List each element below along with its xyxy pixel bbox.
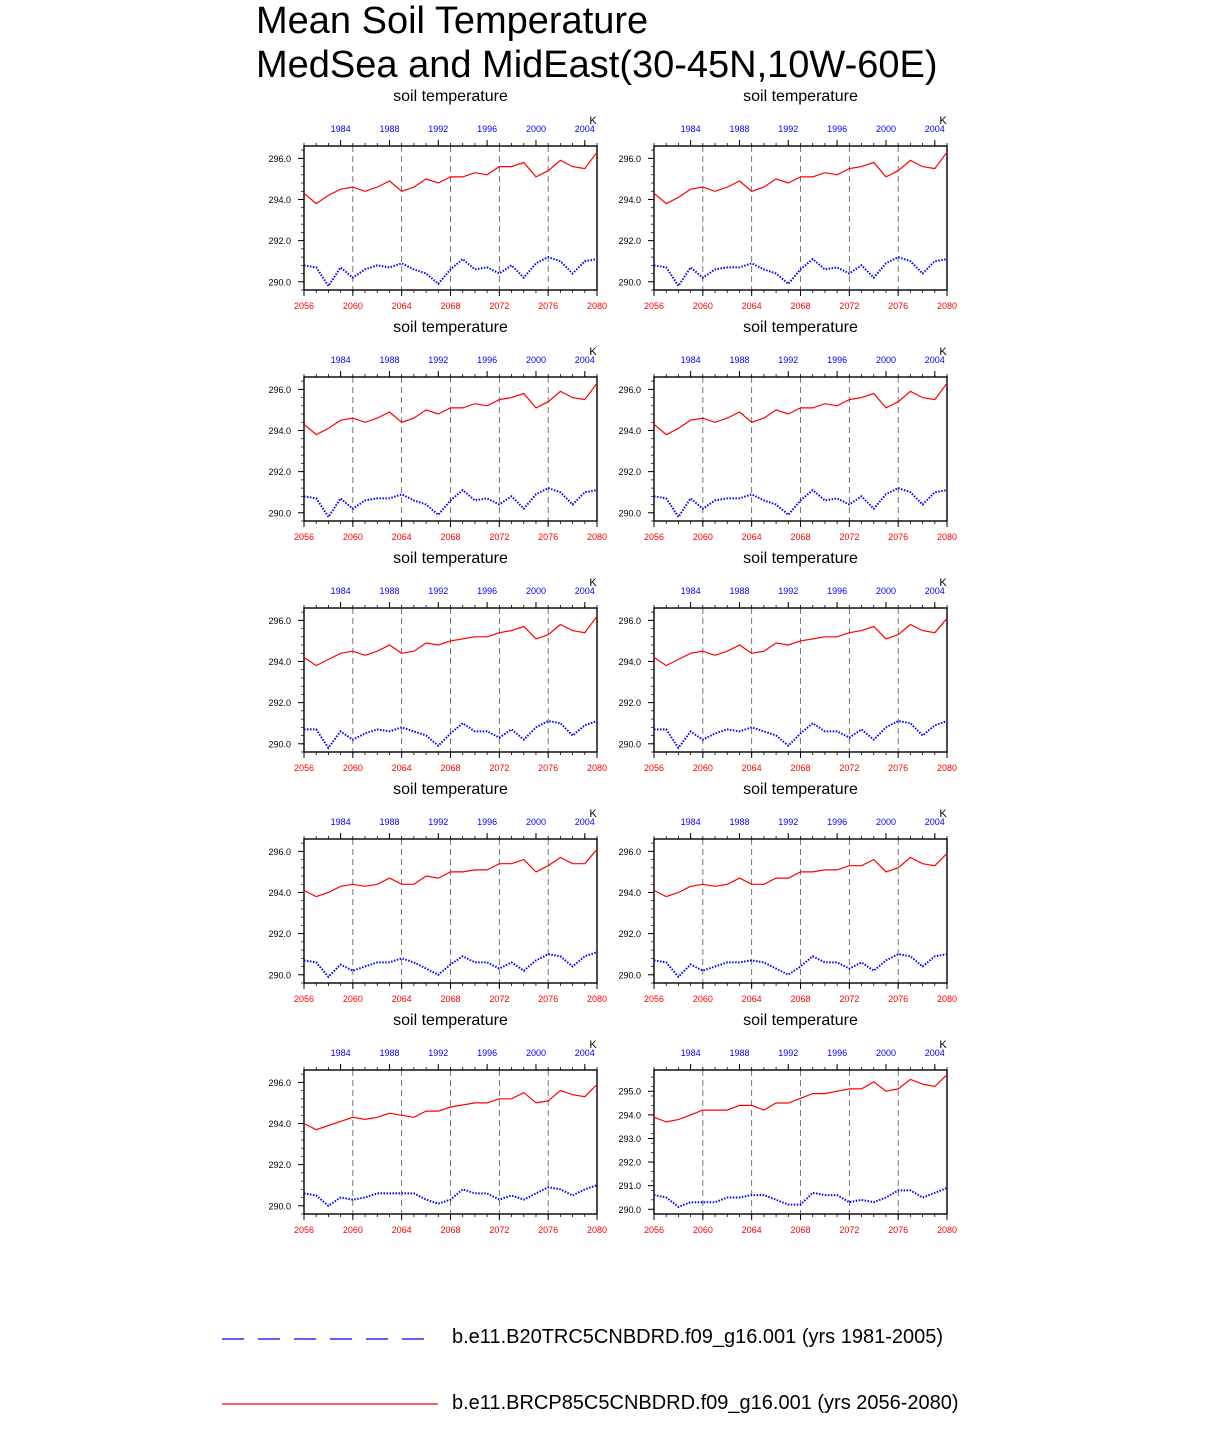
x-tick-label-top: 2000 bbox=[875, 1048, 896, 1058]
x-tick-label-top: 2000 bbox=[525, 124, 546, 134]
x-tick-label-top: 1988 bbox=[729, 355, 750, 365]
legend-label-future: b.e11.BRCP85C5CNBDRD.f09_g16.001 (yrs 2056-2080) bbox=[452, 1392, 959, 1414]
x-tick-label-bottom: 2072 bbox=[839, 532, 860, 542]
x-tick-label-bottom: 2064 bbox=[741, 763, 762, 773]
x-tick-label-top: 1984 bbox=[330, 1048, 351, 1058]
units-label: K bbox=[939, 577, 947, 589]
x-tick-label-bottom: 2080 bbox=[936, 301, 958, 311]
x-tick-label-bottom: 2076 bbox=[538, 1225, 559, 1235]
x-tick-label-bottom: 2076 bbox=[888, 532, 909, 542]
y-tick-label: 292.0 bbox=[268, 236, 291, 247]
units-label: K bbox=[939, 1039, 947, 1051]
y-tick-label: 290.0 bbox=[268, 970, 291, 981]
panel-title: soil temperature bbox=[743, 88, 858, 105]
x-tick-label-bottom: 2060 bbox=[692, 763, 713, 773]
panel-title: soil temperature bbox=[393, 319, 508, 336]
x-tick-label-bottom: 2076 bbox=[888, 301, 909, 311]
x-tick-label-top: 2004 bbox=[574, 817, 595, 827]
x-tick-label-top: 2004 bbox=[574, 586, 595, 596]
x-tick-label-top: 1996 bbox=[827, 355, 848, 365]
x-tick-label-bottom: 2068 bbox=[790, 301, 811, 311]
x-tick-label-bottom: 2072 bbox=[489, 1225, 510, 1235]
y-tick-label: 296.0 bbox=[268, 153, 291, 164]
x-tick-label-bottom: 2056 bbox=[643, 994, 665, 1004]
panel-title: soil temperature bbox=[743, 550, 858, 567]
x-tick-label-top: 1984 bbox=[330, 586, 351, 596]
x-tick-label-top: 1984 bbox=[680, 1048, 701, 1058]
x-tick-label-top: 1988 bbox=[729, 124, 750, 134]
chart-title-line-2: MedSea and MidEast(30-45N,10W-60E) bbox=[256, 44, 938, 86]
x-tick-label-bottom: 2068 bbox=[440, 994, 461, 1004]
x-tick-label-top: 2000 bbox=[525, 586, 546, 596]
x-tick-label-bottom: 2076 bbox=[888, 763, 909, 773]
y-tick-label: 296.0 bbox=[268, 384, 291, 395]
units-label: K bbox=[589, 808, 597, 820]
chart-panel-1 bbox=[268, 88, 607, 311]
x-tick-label-top: 2000 bbox=[875, 124, 896, 134]
chart-panel-2 bbox=[618, 88, 957, 311]
y-tick-label: 296.0 bbox=[618, 384, 641, 395]
units-label: K bbox=[589, 346, 597, 358]
x-tick-label-bottom: 2064 bbox=[741, 532, 762, 542]
chart-panel-3 bbox=[268, 319, 607, 542]
x-tick-label-top: 1984 bbox=[330, 817, 351, 827]
y-tick-label: 296.0 bbox=[268, 846, 291, 857]
x-tick-label-top: 1996 bbox=[477, 1048, 498, 1058]
x-tick-label-bottom: 2064 bbox=[741, 301, 762, 311]
x-tick-label-bottom: 2072 bbox=[839, 301, 860, 311]
x-tick-label-top: 2000 bbox=[875, 355, 896, 365]
x-tick-label-top: 1988 bbox=[729, 586, 750, 596]
x-tick-label-bottom: 2068 bbox=[440, 763, 461, 773]
x-tick-label-top: 1996 bbox=[477, 355, 498, 365]
chart-panel-9 bbox=[268, 1012, 607, 1235]
x-tick-label-top: 2004 bbox=[924, 586, 945, 596]
panel-title: soil temperature bbox=[393, 550, 508, 567]
y-tick-label: 292.0 bbox=[618, 929, 641, 940]
x-tick-label-bottom: 2060 bbox=[342, 763, 363, 773]
y-tick-label: 294.0 bbox=[268, 1118, 291, 1129]
x-tick-label-bottom: 2056 bbox=[643, 532, 665, 542]
x-tick-label-bottom: 2060 bbox=[342, 301, 363, 311]
x-tick-label-top: 2004 bbox=[924, 1048, 945, 1058]
x-tick-label-bottom: 2072 bbox=[489, 532, 510, 542]
y-tick-label: 296.0 bbox=[268, 1077, 291, 1088]
y-tick-label: 290.0 bbox=[618, 508, 641, 519]
x-tick-label-bottom: 2064 bbox=[391, 532, 412, 542]
x-tick-label-top: 1984 bbox=[330, 124, 351, 134]
y-tick-label: 294.0 bbox=[618, 1110, 641, 1121]
legend-swatch-future bbox=[222, 1384, 442, 1424]
x-tick-label-bottom: 2072 bbox=[489, 301, 510, 311]
x-tick-label-bottom: 2076 bbox=[888, 1225, 909, 1235]
x-tick-label-top: 1992 bbox=[778, 586, 799, 596]
x-tick-label-top: 1992 bbox=[778, 124, 799, 134]
x-tick-label-bottom: 2072 bbox=[489, 994, 510, 1004]
y-tick-label: 290.0 bbox=[268, 1201, 291, 1212]
x-tick-label-bottom: 2068 bbox=[790, 532, 811, 542]
x-tick-label-bottom: 2056 bbox=[293, 994, 315, 1004]
panel-title: soil temperature bbox=[393, 1012, 508, 1029]
y-tick-label: 291.0 bbox=[618, 1181, 641, 1192]
x-tick-label-bottom: 2064 bbox=[391, 1225, 412, 1235]
x-tick-label-top: 1984 bbox=[680, 355, 701, 365]
y-tick-label: 294.0 bbox=[268, 194, 291, 205]
y-tick-label: 294.0 bbox=[268, 656, 291, 667]
x-tick-label-top: 1988 bbox=[379, 124, 400, 134]
y-tick-label: 294.0 bbox=[268, 425, 291, 436]
x-tick-label-bottom: 2060 bbox=[692, 532, 713, 542]
x-tick-label-bottom: 2080 bbox=[936, 532, 958, 542]
x-tick-label-bottom: 2072 bbox=[839, 994, 860, 1004]
chart-title-line-1: Mean Soil Temperature bbox=[256, 0, 649, 42]
y-tick-label: 296.0 bbox=[618, 153, 641, 164]
y-tick-label: 294.0 bbox=[618, 887, 641, 898]
x-tick-label-top: 1988 bbox=[729, 1048, 750, 1058]
x-tick-label-bottom: 2060 bbox=[692, 301, 713, 311]
x-tick-label-top: 1992 bbox=[778, 355, 799, 365]
x-tick-label-bottom: 2068 bbox=[440, 1225, 461, 1235]
y-tick-label: 292.0 bbox=[268, 929, 291, 940]
x-tick-label-top: 1996 bbox=[827, 1048, 848, 1058]
x-tick-label-bottom: 2080 bbox=[586, 994, 608, 1004]
chart-panel-8 bbox=[618, 781, 957, 1004]
legend-item-future bbox=[0, 1384, 1224, 1424]
chart-panel-4 bbox=[618, 319, 957, 542]
x-tick-label-top: 2004 bbox=[574, 124, 595, 134]
y-tick-label: 290.0 bbox=[618, 970, 641, 981]
x-tick-label-bottom: 2080 bbox=[586, 532, 608, 542]
y-tick-label: 294.0 bbox=[268, 887, 291, 898]
x-tick-label-top: 1992 bbox=[428, 817, 449, 827]
x-tick-label-top: 1996 bbox=[477, 586, 498, 596]
chart-panel-10 bbox=[618, 1012, 957, 1235]
x-tick-label-top: 2000 bbox=[525, 1048, 546, 1058]
x-tick-label-top: 1992 bbox=[778, 1048, 799, 1058]
x-tick-label-bottom: 2080 bbox=[936, 994, 958, 1004]
y-tick-label: 292.0 bbox=[618, 467, 641, 478]
x-tick-label-top: 1992 bbox=[428, 355, 449, 365]
y-tick-label: 294.0 bbox=[618, 425, 641, 436]
x-tick-label-bottom: 2060 bbox=[692, 994, 713, 1004]
units-label: K bbox=[939, 808, 947, 820]
y-tick-label: 292.0 bbox=[268, 698, 291, 709]
panel-title: soil temperature bbox=[393, 88, 508, 105]
units-label: K bbox=[939, 115, 947, 127]
x-tick-label-top: 1988 bbox=[379, 817, 400, 827]
x-tick-label-bottom: 2076 bbox=[538, 994, 559, 1004]
x-tick-label-bottom: 2060 bbox=[342, 994, 363, 1004]
x-tick-label-top: 2000 bbox=[875, 817, 896, 827]
x-tick-label-bottom: 2080 bbox=[936, 1225, 958, 1235]
x-tick-label-top: 2000 bbox=[875, 586, 896, 596]
x-tick-label-bottom: 2076 bbox=[888, 994, 909, 1004]
x-tick-label-top: 1996 bbox=[477, 124, 498, 134]
x-tick-label-bottom: 2064 bbox=[391, 301, 412, 311]
units-label: K bbox=[589, 577, 597, 589]
panel-title: soil temperature bbox=[743, 319, 858, 336]
x-tick-label-bottom: 2056 bbox=[643, 301, 665, 311]
x-tick-label-bottom: 2068 bbox=[440, 301, 461, 311]
y-tick-label: 296.0 bbox=[268, 615, 291, 626]
x-tick-label-top: 1984 bbox=[680, 586, 701, 596]
x-tick-label-bottom: 2080 bbox=[586, 301, 608, 311]
x-tick-label-bottom: 2060 bbox=[692, 1225, 713, 1235]
x-tick-label-bottom: 2080 bbox=[586, 763, 608, 773]
x-tick-label-bottom: 2076 bbox=[538, 301, 559, 311]
x-tick-label-bottom: 2056 bbox=[293, 1225, 315, 1235]
x-tick-label-bottom: 2056 bbox=[643, 1225, 665, 1235]
x-tick-label-top: 2004 bbox=[924, 355, 945, 365]
x-tick-label-top: 1988 bbox=[729, 817, 750, 827]
x-tick-label-bottom: 2056 bbox=[293, 301, 315, 311]
units-label: K bbox=[939, 346, 947, 358]
x-tick-label-bottom: 2076 bbox=[538, 532, 559, 542]
x-tick-label-bottom: 2072 bbox=[489, 763, 510, 773]
y-tick-label: 290.0 bbox=[268, 277, 291, 288]
x-tick-label-bottom: 2076 bbox=[538, 763, 559, 773]
x-tick-label-bottom: 2064 bbox=[741, 994, 762, 1004]
legend-item-historical bbox=[0, 1318, 1224, 1358]
panel-title: soil temperature bbox=[743, 1012, 858, 1029]
x-tick-label-bottom: 2080 bbox=[936, 763, 958, 773]
y-tick-label: 290.0 bbox=[268, 508, 291, 519]
x-tick-label-bottom: 2080 bbox=[586, 1225, 608, 1235]
x-tick-label-top: 1996 bbox=[477, 817, 498, 827]
chart-panel-5 bbox=[268, 550, 607, 773]
x-tick-label-top: 1992 bbox=[778, 817, 799, 827]
x-tick-label-top: 1992 bbox=[428, 586, 449, 596]
x-tick-label-bottom: 2064 bbox=[391, 763, 412, 773]
x-tick-label-top: 1988 bbox=[379, 355, 400, 365]
chart-panel-7 bbox=[268, 781, 607, 1004]
y-tick-label: 294.0 bbox=[618, 194, 641, 205]
x-tick-label-top: 1988 bbox=[379, 1048, 400, 1058]
panel-title: soil temperature bbox=[743, 781, 858, 798]
x-tick-label-bottom: 2064 bbox=[741, 1225, 762, 1235]
panel-title: soil temperature bbox=[393, 781, 508, 798]
y-tick-label: 292.0 bbox=[618, 698, 641, 709]
legend-label-historical: b.e11.B20TRC5CNBDRD.f09_g16.001 (yrs 1981-2005) bbox=[452, 1326, 944, 1348]
x-tick-label-top: 2004 bbox=[924, 817, 945, 827]
x-tick-label-top: 1992 bbox=[428, 1048, 449, 1058]
x-tick-label-top: 1984 bbox=[680, 817, 701, 827]
x-tick-label-top: 1988 bbox=[379, 586, 400, 596]
x-tick-label-top: 1984 bbox=[680, 124, 701, 134]
legend-swatch-historical bbox=[222, 1318, 442, 1358]
x-tick-label-top: 1996 bbox=[827, 124, 848, 134]
x-tick-label-bottom: 2072 bbox=[839, 1225, 860, 1235]
y-tick-label: 295.0 bbox=[618, 1086, 641, 1097]
x-tick-label-bottom: 2072 bbox=[839, 763, 860, 773]
y-tick-label: 290.0 bbox=[618, 277, 641, 288]
y-tick-label: 296.0 bbox=[618, 615, 641, 626]
x-tick-label-bottom: 2068 bbox=[790, 763, 811, 773]
y-tick-label: 293.0 bbox=[618, 1133, 641, 1144]
y-tick-label: 292.0 bbox=[268, 467, 291, 478]
y-tick-label: 292.0 bbox=[618, 236, 641, 247]
x-tick-label-bottom: 2060 bbox=[342, 532, 363, 542]
y-tick-label: 290.0 bbox=[618, 1204, 641, 1215]
x-tick-label-top: 2000 bbox=[525, 817, 546, 827]
x-tick-label-bottom: 2056 bbox=[643, 763, 665, 773]
x-tick-label-bottom: 2068 bbox=[440, 532, 461, 542]
x-tick-label-top: 2000 bbox=[525, 355, 546, 365]
chart-panel-6 bbox=[618, 550, 957, 773]
y-tick-label: 290.0 bbox=[618, 739, 641, 750]
units-label: K bbox=[589, 1039, 597, 1051]
y-tick-label: 292.0 bbox=[268, 1160, 291, 1171]
x-tick-label-bottom: 2056 bbox=[293, 532, 315, 542]
x-tick-label-top: 2004 bbox=[574, 1048, 595, 1058]
x-tick-label-top: 2004 bbox=[574, 355, 595, 365]
x-tick-label-bottom: 2060 bbox=[342, 1225, 363, 1235]
x-tick-label-top: 1992 bbox=[428, 124, 449, 134]
y-tick-label: 290.0 bbox=[268, 739, 291, 750]
y-tick-label: 292.0 bbox=[618, 1157, 641, 1168]
x-tick-label-top: 2004 bbox=[924, 124, 945, 134]
x-tick-label-bottom: 2064 bbox=[391, 994, 412, 1004]
y-tick-label: 294.0 bbox=[618, 656, 641, 667]
x-tick-label-top: 1984 bbox=[330, 355, 351, 365]
x-tick-label-top: 1996 bbox=[827, 586, 848, 596]
units-label: K bbox=[589, 115, 597, 127]
x-tick-label-bottom: 2056 bbox=[293, 763, 315, 773]
x-tick-label-top: 1996 bbox=[827, 817, 848, 827]
y-tick-label: 296.0 bbox=[618, 846, 641, 857]
x-tick-label-bottom: 2068 bbox=[790, 1225, 811, 1235]
x-tick-label-bottom: 2068 bbox=[790, 994, 811, 1004]
